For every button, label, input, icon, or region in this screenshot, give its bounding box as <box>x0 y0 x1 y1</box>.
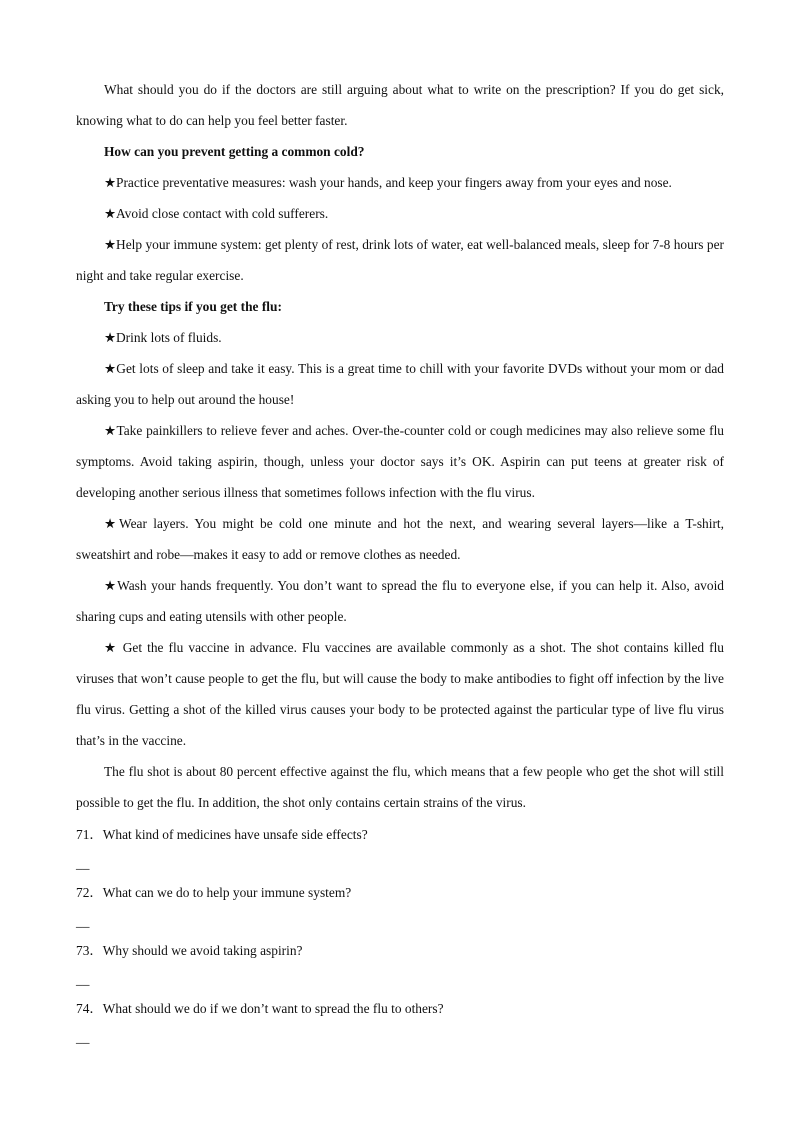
flu-tip: ★Wash your hands frequently. You don’t want to spread the flu to everyone else, if you can help it. Also, avoid sharing cups and eating utensils with other people. <box>76 578 724 624</box>
cold-heading: How can you prevent getting a common cold? <box>104 144 365 159</box>
question-74: 74．What should we do if we don’t want to spread the flu to others? <box>76 1001 444 1016</box>
flu-tip: ★Drink lots of fluids. <box>104 330 222 345</box>
question-71: 71．What kind of medicines have unsafe side effects? <box>76 827 368 842</box>
flu-tip: ★ Get the flu vaccine in advance. Flu vaccines are available commonly as a shot. The shot contains killed flu viruses that won’t cause people to get the flu, but will cause the body to make antibodies to fight off infection by the live flu virus. Getting a shot of the killed virus causes your body to be protected against the particular type of live flu virus that’s in the vaccine. <box>76 640 724 748</box>
answer-blank-71[interactable]: __ <box>76 856 90 871</box>
reading-passage <box>76 74 724 818</box>
flu-tip: ★Get lots of sleep and take it easy. This is a great time to chill with your favorite DVDs without your mom or dad asking you to help out around the house! <box>76 361 724 407</box>
answer-blank-73[interactable]: __ <box>76 972 90 987</box>
answer-blank-72[interactable]: __ <box>76 914 90 929</box>
flu-tip: ★Wear layers. You might be cold one minute and hot the next, and wearing several layers—like a T-shirt, sweatshirt and robe—makes it easy to add or remove clothes as needed. <box>76 516 724 562</box>
flu-tip: ★Take painkillers to relieve fever and aches. Over-the-counter cold or cough medicines may also relieve some flu symptoms. Avoid taking aspirin, though, unless your doctor says it’s OK. Aspirin can put teens at greater risk of developing another serious illness that sometimes follows infection with the flu virus. <box>76 423 724 500</box>
question-list <box>76 820 724 1052</box>
intro-paragraph: What should you do if the doctors are still arguing about what to write on the prescription? If you do get sick, knowing what to do can help you feel better faster. <box>76 82 724 128</box>
question-73: 73．Why should we avoid taking aspirin? <box>76 943 303 958</box>
answer-blank-74[interactable]: __ <box>76 1030 90 1045</box>
cold-tip: ★Help your immune system: get plenty of rest, drink lots of water, eat well-balanced meals, sleep for 7-8 hours per night and take regular exercise. <box>76 237 724 283</box>
question-72: 72．What can we do to help your immune system? <box>76 885 352 900</box>
cold-tip: ★Avoid close contact with cold sufferers. <box>104 206 329 221</box>
cold-tip: ★Practice preventative measures: wash your hands, and keep your fingers away from your eyes and nose. <box>104 175 672 190</box>
flu-heading: Try these tips if you get the flu: <box>104 299 282 314</box>
conclusion-paragraph: The flu shot is about 80 percent effective against the flu, which means that a few people who get the shot will still possible to get the flu. In addition, the shot only contains certain strains of the virus. <box>76 764 724 810</box>
